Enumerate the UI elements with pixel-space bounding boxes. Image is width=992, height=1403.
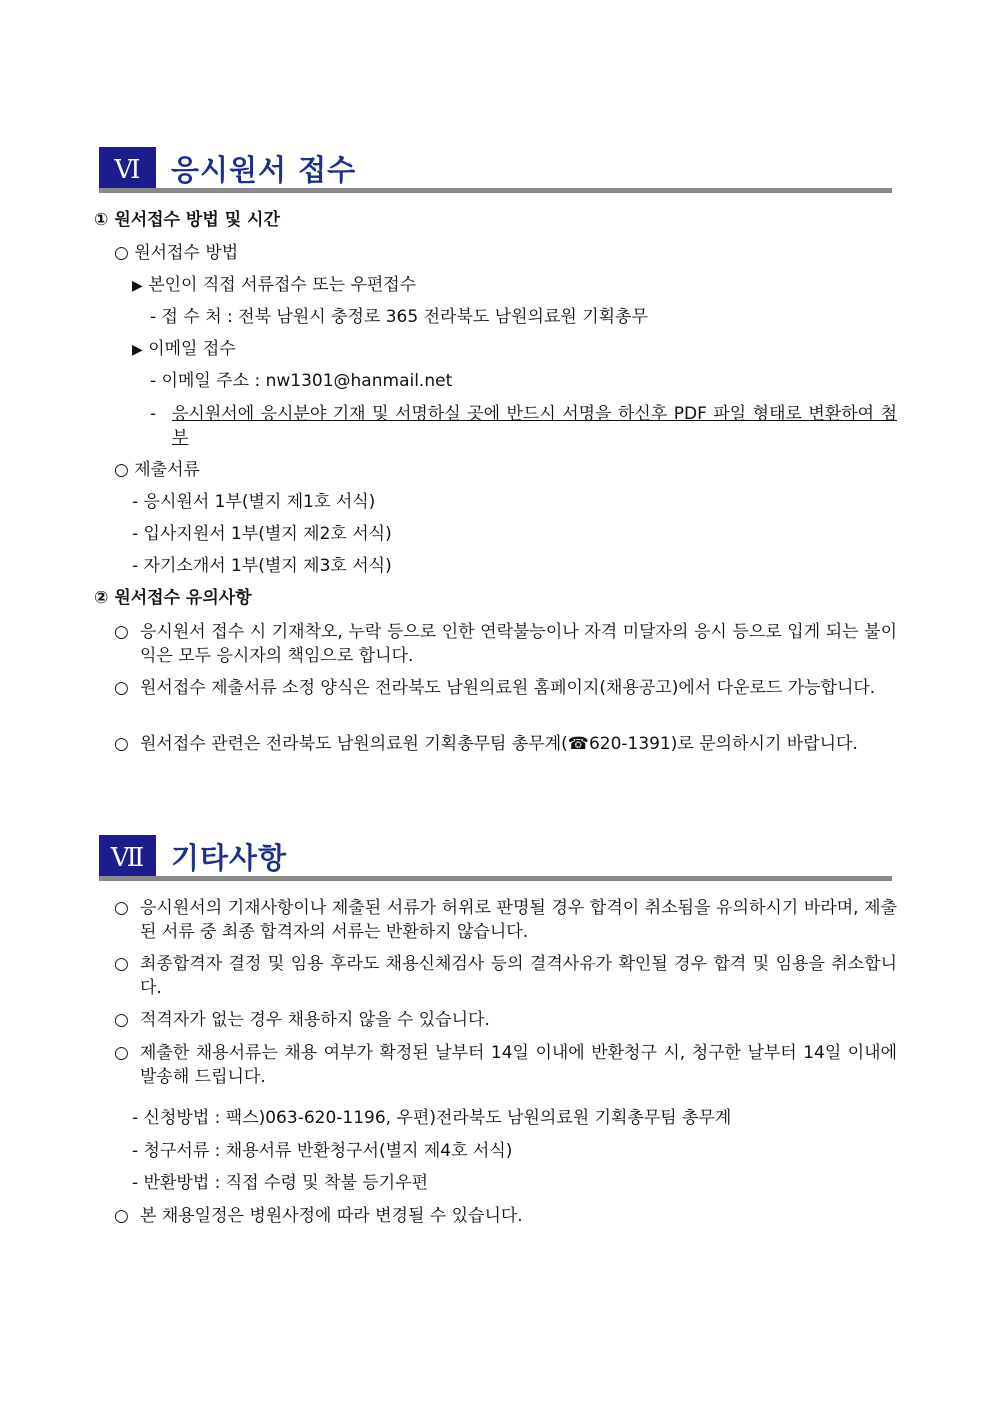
dash-marker: - [150, 404, 157, 424]
section-7-rule [99, 876, 892, 881]
misc-item-last-text: 본 채용일정은 병원사정에 따라 변경될 수 있습니다. [140, 1206, 523, 1226]
subsection-2-heading [94, 586, 252, 610]
circle-marker: ○ [114, 1043, 129, 1063]
return-detail [132, 1139, 512, 1163]
dash-marker: - [132, 556, 139, 576]
section-6-rule [99, 188, 892, 193]
doc-item [132, 554, 392, 578]
return-detail [132, 1106, 731, 1130]
doc-item [132, 522, 392, 546]
visit-address-line [150, 305, 648, 329]
circle-marker: ○ [114, 954, 129, 974]
method-heading [114, 241, 238, 265]
notice-item [114, 732, 897, 756]
misc-item-text: 제출한 채용서류는 채용 여부가 확정된 날부터 14일 이내에 반환청구 시, 청구한 날부터 14일 이내에 발송해 드립니다. [140, 1043, 897, 1087]
subsection-2-marker: ② [94, 588, 109, 608]
misc-item-last [114, 1204, 897, 1228]
misc-item-text: 적격자가 없는 경우 채용하지 않을 수 있습니다. [140, 1010, 490, 1030]
visit-heading [132, 273, 416, 298]
section-7-header [99, 835, 892, 881]
doc-item [132, 490, 375, 514]
email-note: 응시원서에 응시분야 기재 및 서명하실 곳에 반드시 서명을 하신후 PDF 파일 형태로 변환하여 첨부 [172, 404, 897, 448]
circle-marker: ○ [114, 678, 129, 698]
doc-item-text: 입사지원서 1부(별지 제2호 서식) [143, 524, 392, 544]
misc-item [114, 896, 897, 944]
circle-marker: ○ [114, 898, 129, 918]
notice-item-text: 원서접수 제출서류 소정 양식은 전라북도 남원의료원 홈페이지(채용공고)에서 다운로드 가능합니다. [140, 678, 876, 698]
notice-item [114, 676, 897, 700]
misc-item [114, 1041, 897, 1089]
triangle-marker: ▶ [132, 342, 143, 358]
visit-title: 본인이 직접 서류접수 또는 우편접수 [148, 275, 417, 295]
circle-marker: ○ [114, 622, 129, 642]
email-address-line [150, 369, 452, 393]
circle-marker: ○ [114, 460, 129, 480]
email-address: 이메일 주소 : nw1301@hanmail.net [161, 371, 453, 391]
return-detail-text: 신청방법 : 팩스)063-620-1196, 우편)전라북도 남원의료원 기획총무팀 총무계 [143, 1108, 732, 1128]
section-7-title: 기타사항 [171, 841, 288, 875]
dash-marker: - [150, 371, 157, 391]
doc-item-text: 응시원서 1부(별지 제1호 서식) [143, 492, 376, 512]
misc-item [114, 1008, 897, 1032]
section-6-numeral: Ⅵ [99, 147, 156, 193]
section-6-header [99, 147, 892, 193]
email-note-line [150, 402, 897, 450]
return-detail-text: 반환방법 : 직접 수령 및 착불 등기우편 [143, 1173, 429, 1193]
section-6-title: 응시원서 접수 [171, 153, 357, 187]
docs-title: 제출서류 [134, 460, 200, 480]
doc-item-text: 자기소개서 1부(별지 제3호 서식) [143, 556, 392, 576]
visit-address: 접 수 처 : 전북 남원시 충정로 365 전라북도 남원의료원 기획총무 [161, 307, 648, 327]
dash-marker: - [132, 1141, 139, 1161]
return-detail-text: 청구서류 : 채용서류 반환청구서(별지 제4호 서식) [143, 1141, 513, 1161]
notice-item-text: 원서접수 관련은 전라북도 남원의료원 기획총무팀 총무계(☎620-1391)로 문의하시기 바랍니다. [140, 734, 858, 754]
triangle-marker: ▶ [132, 278, 143, 294]
section-7-numeral: Ⅶ [99, 835, 156, 881]
dash-marker: - [132, 1108, 139, 1128]
circle-marker: ○ [114, 734, 129, 754]
docs-heading [114, 458, 200, 482]
email-heading [132, 337, 236, 362]
return-detail [132, 1171, 428, 1195]
circle-marker: ○ [114, 1010, 129, 1030]
notice-item [114, 620, 897, 668]
dash-marker: - [132, 492, 139, 512]
subsection-1-title: 원서접수 방법 및 시간 [114, 210, 280, 230]
misc-item-text: 응시원서의 기재사항이나 제출된 서류가 허위로 판명될 경우 합격이 취소됨을 유의하시기 바라며, 제출된 서류 중 최종 합격자의 서류는 반환하지 않습니다. [140, 898, 897, 942]
email-title: 이메일 접수 [148, 339, 236, 359]
subsection-1-marker: ① [94, 210, 109, 230]
subsection-1-heading [94, 208, 280, 232]
dash-marker: - [132, 524, 139, 544]
subsection-2-title: 원서접수 유의사항 [114, 588, 252, 608]
misc-item-text: 최종합격자 결정 및 임용 후라도 채용신체검사 등의 결격사유가 확인될 경우 합격 및 임용을 취소합니다. [140, 954, 897, 998]
notice-item-text: 응시원서 접수 시 기재착오, 누락 등으로 인한 연락불능이나 자격 미달자의 응시 등으로 입게 되는 불이익은 모두 응시자의 책임으로 합니다. [140, 622, 897, 666]
method-title: 원서접수 방법 [134, 243, 239, 263]
misc-item [114, 952, 897, 1000]
circle-marker: ○ [114, 243, 129, 263]
circle-marker: ○ [114, 1206, 129, 1226]
dash-marker: - [150, 307, 157, 327]
dash-marker: - [132, 1173, 139, 1193]
